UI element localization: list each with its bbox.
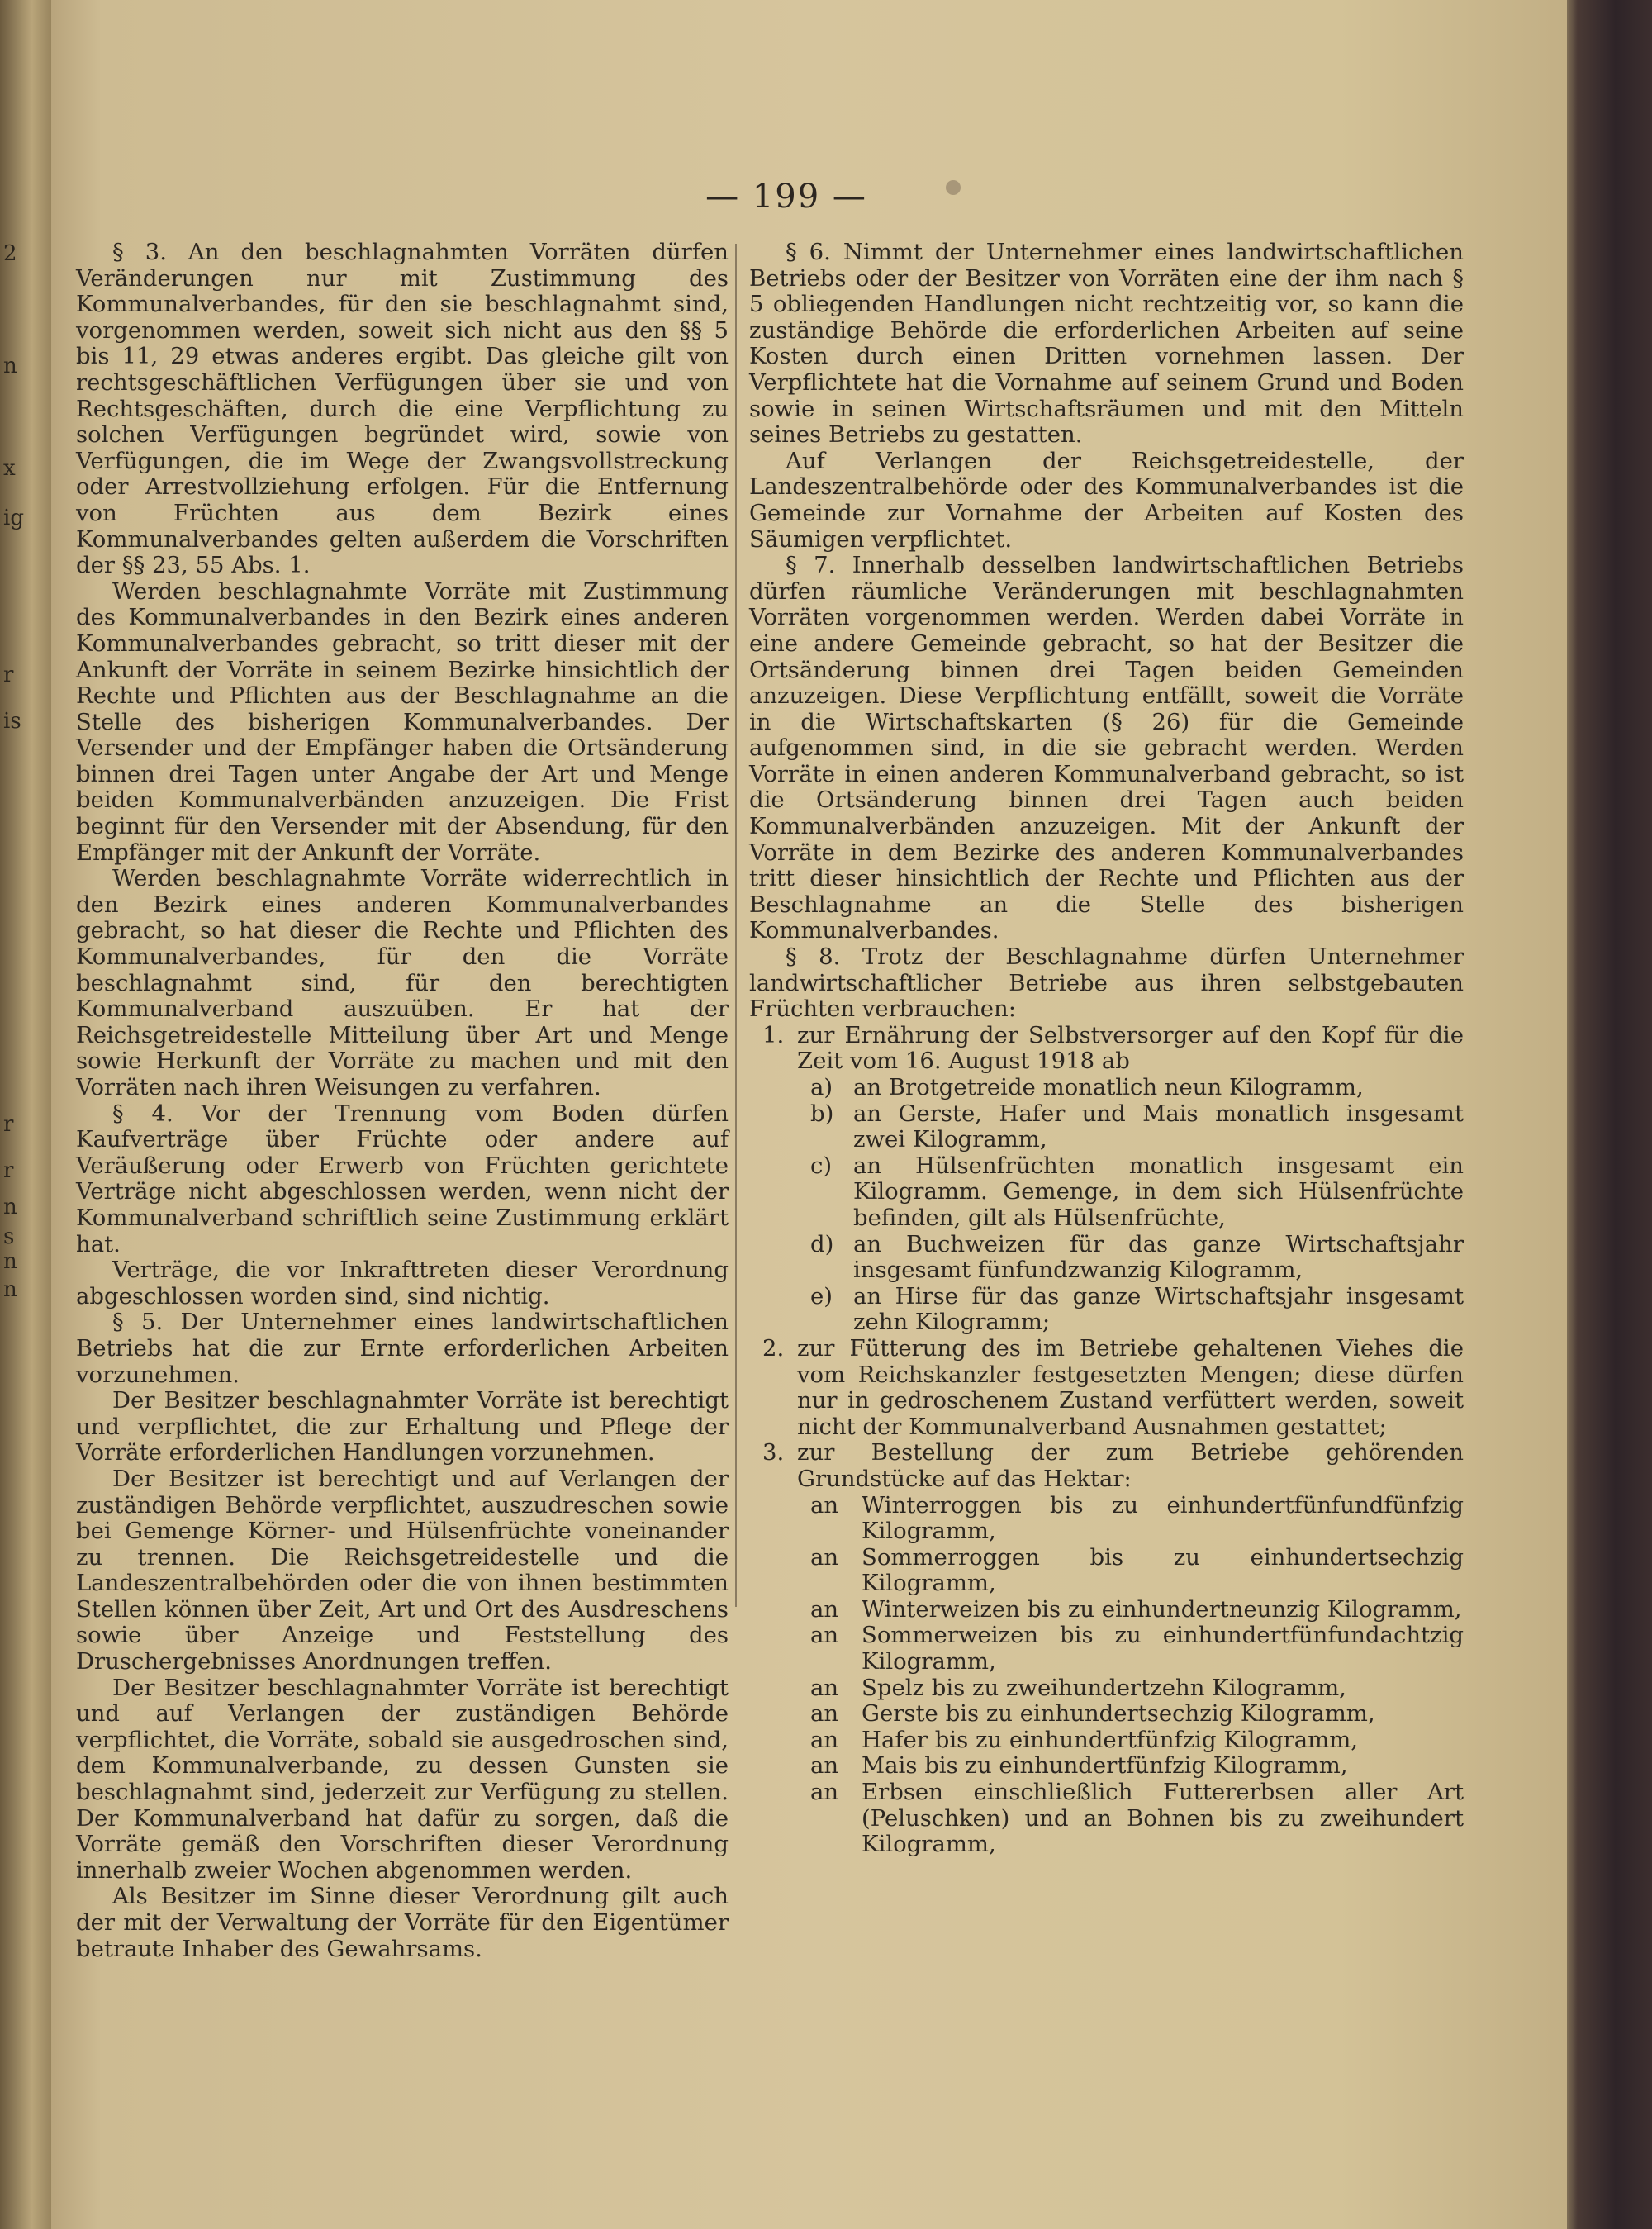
left-column	[76, 240, 729, 1962]
crop-label: an	[810, 1700, 839, 1728]
edge-fragment: n	[3, 1277, 17, 1302]
sub-item	[749, 1153, 1464, 1232]
crop-item	[749, 1545, 1464, 1597]
document-page	[51, 0, 1567, 2229]
crop-label: an	[810, 1726, 839, 1753]
edge-fragment: r	[3, 1158, 14, 1183]
paragraph: Werden beschlagnahmte Vorräte mit Zustimmung des Kommunalverbandes in den Bezirk eines anderen Kommunalverbandes gebracht, so tritt dieser mit der Ankunft der Vorräte in seinem Bezirke hinsichtlich der Rechte und Pflichten aus der Beschlagnahme an die Stelle des bisherigen Kommunalverbandes. Der Versender und der Empfänger haben die Ortsänderung binnen drei Tagen unter Angabe der Art und Menge beiden Kommunalverbänden anzuzeigen. Die Frist beginnt für den Versender mit der Absendung, für den Empfänger mit der Ankunft der Vorräte.	[76, 577, 729, 866]
crop-label: an	[810, 1622, 839, 1649]
crop-item	[749, 1701, 1464, 1728]
allowance-list	[749, 1023, 1464, 1858]
sub-text: an Hirse für das ganze Wirtschaftsjahr insgesamt zehn Kilogramm;	[853, 1282, 1464, 1336]
sub-item	[749, 1101, 1464, 1153]
crop-label: an	[810, 1491, 839, 1518]
right-column	[749, 240, 1464, 1858]
sub-label: d)	[810, 1230, 834, 1257]
list-item	[749, 1440, 1464, 1492]
list-text: zur Fütterung des im Betriebe gehaltenen Viehes die vom Reichskanzler festgesetzten Mengen; diese dürfen nur in gedroschenem Zustand verfüttert werden, soweit nicht der Kommunalverband Ausnahmen gestattet;	[797, 1334, 1464, 1440]
crop-label: an	[810, 1779, 839, 1806]
crop-item	[749, 1597, 1464, 1623]
edge-fragment: n	[3, 354, 17, 378]
crop-text: Winterroggen bis zu einhundertfünfundfünfzig Kilogramm,	[862, 1491, 1464, 1545]
ink-blot	[946, 180, 961, 195]
sub-item	[749, 1232, 1464, 1284]
crop-text: Erbsen einschließlich Futtererbsen aller Art (Peluschken) und an Bohnen bis zu zweihundert Kilogramm,	[862, 1779, 1464, 1858]
crop-text: Sommerweizen bis zu einhundertfünfundachtzig Kilogramm,	[862, 1622, 1464, 1675]
sub-text: an Buchweizen für das ganze Wirtschaftsjahr insgesamt fünfundzwanzig Kilogramm,	[853, 1230, 1464, 1284]
crop-text: Mais bis zu einhundertfünfzig Kilogramm,	[862, 1752, 1348, 1780]
crop-text: Sommerroggen bis zu einhundertsechzig Kilogramm,	[862, 1543, 1464, 1597]
crop-label: an	[810, 1595, 839, 1623]
crop-item	[749, 1728, 1464, 1754]
crop-item	[749, 1623, 1464, 1675]
edge-fragment: is	[3, 709, 21, 734]
edge-fragment: s	[3, 1224, 15, 1249]
list-number: 3.	[762, 1439, 785, 1466]
list-item	[749, 1023, 1464, 1075]
sub-text: an Gerste, Hafer und Mais monatlich insgesamt zwei Kilogramm,	[853, 1100, 1464, 1153]
crop-text: Gerste bis zu einhundertsechzig Kilogramm,	[862, 1700, 1375, 1728]
sub-item	[749, 1284, 1464, 1336]
edge-fragment: r	[3, 663, 14, 687]
crop-text: Spelz bis zu zweihundertzehn Kilogramm,	[862, 1674, 1346, 1701]
sub-label: e)	[810, 1282, 833, 1309]
crop-label: an	[810, 1543, 839, 1571]
sub-label: b)	[810, 1100, 834, 1127]
paragraph: Als Besitzer im Sinne dieser Verordnung gilt auch der mit der Verwaltung der Vorräte für den Eigentümer betraute Inhaber des Gewahrsams.	[76, 1883, 729, 1962]
paragraph-s5: § 5. Der Unternehmer eines landwirtschaftlichen Betriebs hat die zur Ernte erforderlichen Arbeiten vorzunehmen.	[76, 1309, 729, 1388]
crop-item	[749, 1675, 1464, 1702]
list-number: 2.	[762, 1334, 785, 1362]
sub-text: an Brotgetreide monatlich neun Kilogramm,	[853, 1074, 1364, 1100]
list-item	[749, 1336, 1464, 1440]
paragraph-s7: § 7. Innerhalb desselben landwirtschaftlichen Betriebs dürfen räumliche Veränderungen mit beschlagnahmten Vorräten vorgenommen werden. Werden dabei Vorräte in eine andere Gemeinde gebracht, so hat der Besitzer die Ortsänderung binnen drei Tagen beiden Gemeinden anzuzeigen. Diese Verpflichtung entfällt, soweit die Vorräte in die Wirtschaftskarten (§ 26) für die Gemeinde aufgenommen sind, in die sie gebracht werden. Werden Vorräte in einen anderen Kommunalverband gebracht, so ist die Ortsänderung binnen drei Tagen auch beiden Kommunalverbänden anzuzeigen. Mit der Ankunft der Vorräte in dem Bezirke des anderen Kommunalverbandes tritt dieser hinsichtlich der Rechte und Pflichten aus der Beschlagnahme an die Stelle des bisherigen Kommunalverbandes.	[749, 552, 1464, 944]
paragraph: Werden beschlagnahmte Vorräte widerrechtlich in den Bezirk eines anderen Kommunalverbandes gebracht, so hat dieser die Rechte und Pflichten des Kommunalverbandes, für den die Vorräte beschlagnahmt sind, für den berechtigten Kommunalverband auszuüben. Er hat der Reichsgetreidestelle Mitteilung über Art und Menge sowie Herkunft der Vorräte zu machen und mit den Vorräten nach ihren Weisungen zu verfahren.	[76, 865, 729, 1100]
book-binding	[1561, 0, 1652, 2229]
paragraph: Der Besitzer beschlagnahmter Vorräte ist berechtigt und auf Verlangen der zuständigen Behörde verpflichtet, die Vorräte, sobald sie ausgedroschen sind, dem Kommunalverbande, zu dessen Gunsten sie beschlagnahmt sind, jederzeit zur Verfügung zu stellen. Der Kommunalverband hat dafür zu sorgen, daß die Vorräte gemäß den Vorschriften dieser Verordnung innerhalb zweier Wochen abgenommen werden.	[76, 1674, 729, 1884]
edge-fragment: n	[3, 1249, 17, 1274]
paragraph: Der Besitzer beschlagnahmter Vorräte ist berechtigt und verpflichtet, die zur Erhaltung und Pflege der Vorräte erforderlichen Handlungen vorzunehmen.	[76, 1387, 729, 1466]
crop-item	[749, 1493, 1464, 1545]
crop-item	[749, 1780, 1464, 1858]
list-text: zur Bestellung der zum Betriebe gehörenden Grundstücke auf das Hektar:	[797, 1439, 1464, 1492]
crop-item	[749, 1753, 1464, 1780]
crop-text: Winterweizen bis zu einhundertneunzig Kilogramm,	[862, 1595, 1462, 1623]
edge-fragment: x	[3, 456, 16, 481]
paragraph: Auf Verlangen der Reichsgetreidestelle, der Landeszentralbehörde oder des Kommunalverbandes ist die Gemeinde zur Vornahme der Arbeiten auf Kosten des Säumigen verpflichtet.	[749, 447, 1464, 553]
adjacent-page-edge	[0, 0, 58, 2229]
paragraph: Der Besitzer ist berechtigt und auf Verlangen der zuständigen Behörde verpflichtet, auszudreschen sowie bei Gemenge Körner- und Hülsenfrüchte voneinander zu trennen. Die Reichsgetreidestelle und die Landeszentralbehörden oder die von ihnen bestimmten Stellen können über Zeit, Art und Ort des Ausdreschens sowie über Anzeige und Feststellung des Druschergebnisses Anordnungen treffen.	[76, 1465, 729, 1675]
page-number: — 199 —	[705, 178, 867, 216]
crop-label: an	[810, 1674, 839, 1701]
column-divider	[735, 244, 737, 1607]
paragraph-s8: § 8. Trotz der Beschlagnahme dürfen Unternehmer landwirtschaftlicher Betriebe aus ihren selbstgebauten Früchten verbrauchen:	[749, 943, 1464, 1023]
edge-fragment: 2	[3, 241, 17, 266]
sub-label: c)	[810, 1152, 833, 1179]
list-number: 1.	[762, 1021, 785, 1048]
paragraph-s4: § 4. Vor der Trennung vom Boden dürfen Kaufverträge über Früchte oder andere auf Veräußerung oder Erwerb von Früchten gerichtete Verträge nicht abgeschlossen werden, wenn nicht der Kommunalverband schriftlich seine Zustimmung erklärt hat.	[76, 1100, 729, 1257]
sub-label: a)	[810, 1074, 833, 1100]
edge-fragment: r	[3, 1112, 14, 1137]
edge-fragment: ig	[3, 506, 24, 530]
paragraph-s6: § 6. Nimmt der Unternehmer eines landwirtschaftlichen Betriebs oder der Besitzer von Vorräten eine der ihm nach § 5 obliegenden Handlungen nicht rechtzeitig vor, so kann die zuständige Behörde die erforderlichen Arbeiten auf seine Kosten durch einen Dritten vornehmen lassen. Der Verpflichtete hat die Vornahme auf seinem Grund und Boden sowie in seinen Wirtschaftsräumen und mit den Mitteln seines Betriebs zu gestatten.	[749, 239, 1464, 449]
crop-text: Hafer bis zu einhundertfünfzig Kilogramm,	[862, 1726, 1359, 1753]
sub-text: an Hülsenfrüchten monatlich insgesamt ein Kilogramm. Gemenge, in dem sich Hülsenfrüchte befinden, gilt als Hülsenfrüchte,	[853, 1152, 1464, 1231]
paragraph: Verträge, die vor Inkrafttreten dieser Verordnung abgeschlossen worden sind, sind nichtig.	[76, 1257, 729, 1309]
sub-item	[749, 1075, 1464, 1101]
list-text: zur Ernährung der Selbstversorger auf den Kopf für die Zeit vom 16. August 1918 ab	[797, 1021, 1464, 1075]
edge-fragment: n	[3, 1195, 17, 1219]
paragraph-s3: § 3. An den beschlagnahmten Vorräten dürfen Veränderungen nur mit Zustimmung des Kommunalverbandes, für den sie beschlagnahmt sind, vorgenommen werden, soweit sich nicht aus den §§ 5 bis 11, 29 etwas anderes ergibt. Das gleiche gilt von rechtsgeschäftlichen Verfügungen über sie und von Rechtsgeschäften, durch die eine Verpflichtung zu solchen Verfügungen begründet wird, sowie von Verfügungen, die im Wege der Zwangsvollstreckung oder Arrestvollziehung erfolgen. Für die Entfernung von Früchten aus dem Bezirk eines Kommunalverbandes gelten außerdem die Vorschriften der §§ 23, 55 Abs. 1.	[76, 239, 729, 579]
crop-label: an	[810, 1752, 839, 1780]
